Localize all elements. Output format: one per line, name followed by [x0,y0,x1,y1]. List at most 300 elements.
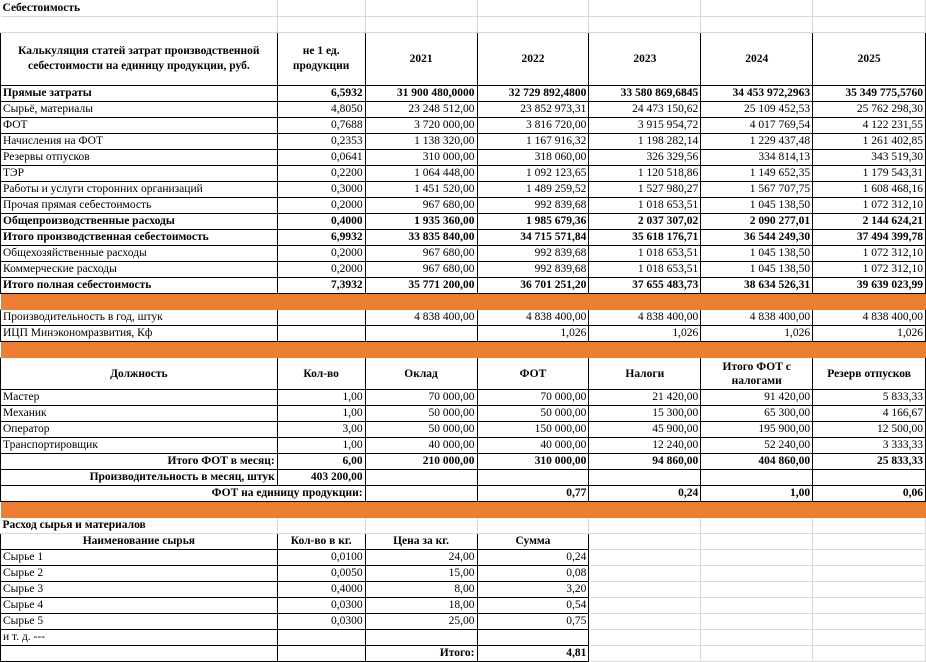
table-row [1,214,926,230]
cost-row-label[interactable]: Общепроизводственные расходы [1,214,278,230]
cost-row-value[interactable]: 1 072 312,10 [813,262,926,278]
cell[interactable] [701,614,813,630]
cell[interactable] [1,294,278,310]
cost-row-value[interactable]: 31 900 480,0000 [365,86,477,102]
productivity-value[interactable]: 4 838 400,00 [701,310,813,326]
cost-row-value[interactable]: 1 261 402,85 [813,134,926,150]
table-row [1,614,926,630]
table-row [1,358,926,390]
cost-row-label[interactable]: ФОТ [1,118,278,134]
cost-row-value[interactable]: 34 453 972,2963 [701,86,813,102]
cell[interactable] [813,342,926,358]
staff-salary[interactable]: 50 000,00 [365,422,477,438]
cost-row-value[interactable]: 38 634 526,31 [701,278,813,294]
cost-row-value[interactable]: 23 248 512,00 [365,102,477,118]
material-price[interactable]: 25,00 [365,614,477,630]
cell[interactable] [365,17,477,33]
staff-reserve[interactable]: 5 833,33 [813,390,926,406]
cost-row-value[interactable]: 1 018 653,51 [589,246,701,262]
cost-row-unit[interactable]: 0,2000 [277,262,365,278]
cost-row-value[interactable]: 1 179 543,31 [813,166,926,182]
staff-fot[interactable]: 150 000,00 [477,422,589,438]
cell[interactable] [589,566,701,582]
cell[interactable] [589,518,701,534]
cost-row-unit[interactable]: 6,9932 [277,230,365,246]
cost-row-value[interactable]: 1 045 138,50 [701,198,813,214]
cell[interactable] [365,486,477,502]
cell[interactable] [1,502,278,518]
table-row [1,486,926,502]
cost-row-value[interactable]: 3 720 000,00 [365,118,477,134]
cell[interactable] [701,550,813,566]
material-name[interactable]: Сырье 3 [1,582,278,598]
staff-total-tax[interactable]: 94 860,00 [589,454,701,470]
material-sum[interactable]: 0,75 [477,614,589,630]
staff-total-total[interactable]: 404 860,00 [701,454,813,470]
cost-row-value[interactable]: 1 608 468,16 [813,182,926,198]
cost-row-value[interactable]: 37 494 399,78 [813,230,926,246]
cell[interactable] [589,17,701,33]
cost-row-value[interactable]: 1 138 320,00 [365,134,477,150]
cell[interactable] [813,598,926,614]
staff-header[interactable]: Итого ФОТ с налогами [701,358,813,390]
staff-total-fot[interactable]: 310 000,00 [477,454,589,470]
cost-row-value[interactable]: 1 489 259,52 [477,182,589,198]
cost-row-value[interactable]: 967 680,00 [365,198,477,214]
material-qty[interactable]: 0,0050 [277,566,365,582]
staff-tax[interactable]: 21 420,00 [589,390,701,406]
staff-total[interactable]: 195 900,00 [701,422,813,438]
cell[interactable] [589,470,701,486]
material-sum[interactable]: 3,20 [477,582,589,598]
cost-row-value[interactable]: 35 618 176,71 [589,230,701,246]
cell[interactable] [277,646,365,662]
cell[interactable] [701,294,813,310]
cost-row-value[interactable]: 2 090 277,01 [701,214,813,230]
cost-row-value[interactable]: 992 839,68 [477,246,589,262]
cost-row-label[interactable]: Прямые затраты [1,86,278,102]
cost-row-value[interactable]: 32 729 892,4800 [477,86,589,102]
cost-row-unit[interactable]: 4,8050 [277,102,365,118]
cost-row-value[interactable]: 343 519,30 [813,150,926,166]
icp-label[interactable]: ИЦП Минэкономразвития, Кф [1,326,278,342]
cell[interactable] [813,470,926,486]
cell[interactable] [589,614,701,630]
staff-role[interactable]: Мастер [1,390,278,406]
material-qty[interactable] [277,630,365,646]
cost-row-value[interactable]: 1 935 360,00 [365,214,477,230]
staff-reserve[interactable]: 3 333,33 [813,438,926,454]
staff-total-salary[interactable]: 210 000,00 [365,454,477,470]
material-qty[interactable]: 0,0300 [277,614,365,630]
material-name[interactable]: Сырье 5 [1,614,278,630]
material-sum[interactable] [477,630,589,646]
cell[interactable] [701,470,813,486]
cell[interactable] [365,0,477,17]
year-header[interactable]: 2025 [813,33,926,86]
year-header[interactable]: 2022 [477,33,589,86]
table-row [1,198,926,214]
cell[interactable] [701,502,813,518]
material-price[interactable] [365,630,477,646]
productivity-value[interactable]: 4 838 400,00 [589,310,701,326]
cell[interactable] [701,566,813,582]
cost-row-label[interactable]: Итого производственная себестоимость [1,230,278,246]
table-row [1,406,926,422]
staff-salary[interactable]: 40 000,00 [365,438,477,454]
productivity-value[interactable]: 4 838 400,00 [813,310,926,326]
table-row [1,134,926,150]
cost-row-value[interactable]: 36 544 249,30 [701,230,813,246]
cost-row-value[interactable]: 25 109 452,53 [701,102,813,118]
cell[interactable] [701,0,813,17]
cost-row-value[interactable]: 3 915 954,72 [589,118,701,134]
cell[interactable] [477,342,589,358]
table-row [1,182,926,198]
cell[interactable] [813,294,926,310]
cell[interactable] [701,534,813,550]
monthly-prod-value[interactable]: 403 200,00 [277,470,365,486]
staff-reserve[interactable]: 12 500,00 [813,422,926,438]
cost-row-value[interactable]: 25 762 298,30 [813,102,926,118]
staff-qty[interactable]: 1,00 [277,390,365,406]
cost-row-value[interactable]: 4 017 769,54 [701,118,813,134]
material-price[interactable]: 8,00 [365,582,477,598]
cost-row-value[interactable]: 967 680,00 [365,246,477,262]
cell[interactable] [365,294,477,310]
cell[interactable] [813,17,926,33]
cell[interactable] [365,470,477,486]
cost-row-label[interactable]: Резервы отпусков [1,150,278,166]
cell[interactable] [813,646,926,662]
materials-total-sum[interactable]: 4,81 [477,646,589,662]
table-row [1,582,926,598]
materials-title[interactable]: Расход сырья и материалов [1,518,278,534]
table-row [1,422,926,438]
staff-qty[interactable]: 3,00 [277,422,365,438]
cost-row-value[interactable]: 1 985 679,36 [477,214,589,230]
cost-row-value[interactable]: 1 072 312,10 [813,246,926,262]
cost-row-value[interactable]: 3 816 720,00 [477,118,589,134]
cell[interactable] [701,342,813,358]
cell[interactable] [701,630,813,646]
cell[interactable] [477,294,589,310]
cost-row-value[interactable]: 2 144 624,21 [813,214,926,230]
cost-row-value[interactable]: 35 771 200,00 [365,278,477,294]
cost-row-label[interactable]: Итого полная себестоимость [1,278,278,294]
cost-row-value[interactable]: 24 473 150,62 [589,102,701,118]
material-price[interactable]: 18,00 [365,598,477,614]
icp-value[interactable]: 1,026 [701,326,813,342]
cost-row-value[interactable]: 326 329,56 [589,150,701,166]
cell[interactable] [589,598,701,614]
cell[interactable] [477,502,589,518]
cell[interactable] [277,17,365,33]
table-row [1,294,926,310]
cell[interactable] [813,614,926,630]
cell[interactable] [589,582,701,598]
table-row [1,278,926,294]
cell[interactable] [277,502,365,518]
icp-value[interactable]: 1,026 [477,326,589,342]
cost-row-label[interactable]: Сырьё, материалы [1,102,278,118]
table-row [1,390,926,406]
table-row [1,246,926,262]
material-sum[interactable]: 0,54 [477,598,589,614]
cell[interactable] [701,598,813,614]
productivity-label[interactable]: Производительность в год, штук [1,310,278,326]
icp-value[interactable]: 1,026 [589,326,701,342]
cell[interactable] [365,518,477,534]
staff-total-qty[interactable]: 6,00 [277,454,365,470]
staff-reserve[interactable]: 4 166,67 [813,406,926,422]
staff-header[interactable]: Налоги [589,358,701,390]
table-row [1,102,926,118]
cell[interactable] [813,566,926,582]
table-row [1,534,926,550]
table-row [1,518,926,534]
productivity-value[interactable]: 4 838 400,00 [365,310,477,326]
staff-header[interactable]: Должность [1,358,278,390]
cell[interactable] [277,0,365,17]
material-qty[interactable]: 0,0100 [277,550,365,566]
cost-row-unit[interactable]: 0,0641 [277,150,365,166]
table-row [1,118,926,134]
cost-row-value[interactable]: 318 060,00 [477,150,589,166]
cell[interactable] [813,0,926,17]
cost-row-value[interactable]: 967 680,00 [365,262,477,278]
cost-row-value[interactable]: 1 120 518,86 [589,166,701,182]
materials-header[interactable]: Наименование сырья [1,534,278,550]
cost-row-unit[interactable]: 0,2353 [277,134,365,150]
staff-total-label[interactable]: Итого ФОТ в месяц: [1,454,278,470]
cost-row-unit[interactable]: 0,7688 [277,118,365,134]
cost-row-unit[interactable]: 6,5932 [277,86,365,102]
cell[interactable] [813,534,926,550]
cost-row-value[interactable]: 1 167 916,32 [477,134,589,150]
cost-row-value[interactable]: 1 149 652,35 [701,166,813,182]
cell[interactable] [365,502,477,518]
cost-row-label[interactable]: Начисления на ФОТ [1,134,278,150]
cost-row-value[interactable]: 334 814,13 [701,150,813,166]
cost-row-unit[interactable]: 0,2000 [277,198,365,214]
cell[interactable] [277,518,365,534]
cost-row-value[interactable]: 34 715 571,84 [477,230,589,246]
cell[interactable] [277,342,365,358]
material-price[interactable]: 15,00 [365,566,477,582]
cell[interactable] [589,534,701,550]
cost-row-value[interactable]: 39 639 023,99 [813,278,926,294]
cost-row-unit[interactable]: 0,2000 [277,246,365,262]
cost-row-value[interactable]: 992 839,68 [477,262,589,278]
staff-fot[interactable]: 40 000,00 [477,438,589,454]
cell[interactable] [277,294,365,310]
table-row [1,454,926,470]
cell[interactable] [701,582,813,598]
cost-row-label[interactable]: ТЭР [1,166,278,182]
cost-row-value[interactable]: 1 451 520,00 [365,182,477,198]
table-row [1,166,926,182]
staff-salary[interactable]: 50 000,00 [365,406,477,422]
cost-row-value[interactable]: 33 580 869,6845 [589,86,701,102]
table-row [1,342,926,358]
staff-total-reserve[interactable]: 25 833,33 [813,454,926,470]
cell[interactable] [477,518,589,534]
table-row [1,550,926,566]
year-header[interactable]: 2024 [701,33,813,86]
staff-role[interactable]: Транспортировщик [1,438,278,454]
cost-row-label[interactable]: Общехозяйственные расходы [1,246,278,262]
year-header[interactable]: 2023 [589,33,701,86]
cell[interactable] [701,646,813,662]
material-sum[interactable]: 0,24 [477,550,589,566]
table-row [1,630,926,646]
material-sum[interactable]: 0,08 [477,566,589,582]
cell[interactable] [589,630,701,646]
icp-value[interactable] [365,326,477,342]
material-qty[interactable]: 0,0300 [277,598,365,614]
cost-row-value[interactable]: 37 655 483,73 [589,278,701,294]
cost-header-unit[interactable]: не 1 ед. продукции [277,33,365,86]
cell[interactable] [589,502,701,518]
cost-row-value[interactable]: 1 092 123,65 [477,166,589,182]
cost-row-value[interactable]: 1 527 980,27 [589,182,701,198]
cell[interactable] [1,646,278,662]
staff-header[interactable]: Кол-во [277,358,365,390]
cost-row-label[interactable]: Прочая прямая себестоимость [1,198,278,214]
cell[interactable] [701,17,813,33]
cost-row-value[interactable]: 33 835 840,00 [365,230,477,246]
cost-row-unit[interactable]: 0,3000 [277,182,365,198]
staff-salary[interactable]: 70 000,00 [365,390,477,406]
cell[interactable] [477,0,589,17]
fot-per-unit-reserve[interactable]: 0,06 [813,486,926,502]
productivity-value[interactable]: 4 838 400,00 [477,310,589,326]
cell[interactable] [477,17,589,33]
material-name[interactable]: и т. д. --- [1,630,278,646]
cost-row-value[interactable]: 1 072 312,10 [813,198,926,214]
monthly-prod-label[interactable]: Производительность в месяц, штук [1,470,278,486]
cell[interactable] [589,294,701,310]
staff-total[interactable]: 52 240,00 [701,438,813,454]
table-row [1,646,926,662]
cell[interactable] [277,310,365,326]
cost-row-unit[interactable]: 0,4000 [277,214,365,230]
cell[interactable] [813,502,926,518]
cell[interactable] [589,0,701,17]
fot-per-unit-tax[interactable]: 0,24 [589,486,701,502]
table-row [1,326,926,342]
cost-header-label[interactable]: Калькуляция статей затрат производственной себестоимости на единицу продукции, руб. [1,33,278,86]
cell[interactable] [589,646,701,662]
cost-row-value[interactable]: 23 852 973,31 [477,102,589,118]
table-row [1,150,926,166]
material-price[interactable]: 24,00 [365,550,477,566]
staff-qty[interactable]: 1,00 [277,438,365,454]
material-name[interactable]: Сырье 2 [1,566,278,582]
cell[interactable] [701,518,813,534]
materials-header[interactable]: Кол-во в кг. [277,534,365,550]
cell[interactable] [589,342,701,358]
table-row [1,470,926,486]
table-row [1,310,926,326]
table-row [1,230,926,246]
cost-row-value[interactable]: 1 045 138,50 [701,246,813,262]
year-header[interactable]: 2021 [365,33,477,86]
staff-role[interactable]: Механик [1,406,278,422]
staff-header[interactable]: ФОТ [477,358,589,390]
fot-per-unit-fot[interactable]: 0,77 [477,486,589,502]
staff-header[interactable]: Резерв отпусков [813,358,926,390]
cost-row-unit[interactable]: 7,3932 [277,278,365,294]
staff-tax[interactable]: 12 240,00 [589,438,701,454]
table-row [1,262,926,278]
cell[interactable] [1,17,278,33]
cost-row-value[interactable]: 35 349 775,5760 [813,86,926,102]
cost-row-value[interactable]: 1 018 653,51 [589,198,701,214]
icp-value[interactable]: 1,026 [813,326,926,342]
cell[interactable] [813,582,926,598]
cost-row-value[interactable]: 4 122 231,55 [813,118,926,134]
staff-total[interactable]: 91 420,00 [701,390,813,406]
cell[interactable] [277,326,365,342]
cost-row-value[interactable]: 1 045 138,50 [701,262,813,278]
material-name[interactable]: Сырье 4 [1,598,278,614]
table-row [1,598,926,614]
staff-qty[interactable]: 1,00 [277,406,365,422]
cell[interactable] [813,630,926,646]
cell[interactable] [813,518,926,534]
staff-fot[interactable]: 50 000,00 [477,406,589,422]
staff-fot[interactable]: 70 000,00 [477,390,589,406]
cost-row-value[interactable]: 1 229 437,48 [701,134,813,150]
cost-row-label[interactable]: Коммерческие расходы [1,262,278,278]
cost-row-value[interactable]: 1 198 282,14 [589,134,701,150]
cost-row-unit[interactable]: 0,2200 [277,166,365,182]
cost-row-value[interactable]: 310 000,00 [365,150,477,166]
table-row [1,502,926,518]
cost-row-value[interactable]: 1 064 448,00 [365,166,477,182]
material-name[interactable]: Сырье 1 [1,550,278,566]
cost-row-value[interactable]: 1 567 707,75 [701,182,813,198]
materials-header[interactable]: Сумма [477,534,589,550]
cost-row-value[interactable]: 992 839,68 [477,198,589,214]
cell[interactable] [365,342,477,358]
cost-row-value[interactable]: 2 037 307,02 [589,214,701,230]
staff-tax[interactable]: 15 300,00 [589,406,701,422]
cell[interactable] [589,550,701,566]
table-row [1,566,926,582]
staff-role[interactable]: Оператор [1,422,278,438]
table-row [1,438,926,454]
cost-row-value[interactable]: 36 701 251,20 [477,278,589,294]
cell[interactable] [1,342,278,358]
staff-header[interactable]: Оклад [365,358,477,390]
material-qty[interactable]: 0,4000 [277,582,365,598]
sheet-title[interactable]: Себестоимость [1,0,278,17]
staff-tax[interactable]: 45 900,00 [589,422,701,438]
cell[interactable] [477,470,589,486]
table-row [1,86,926,102]
materials-header[interactable]: Цена за кг. [365,534,477,550]
cell[interactable] [813,550,926,566]
materials-total-label[interactable]: Итого: [365,646,477,662]
cost-row-label[interactable]: Работы и услуги сторонних организаций [1,182,278,198]
cost-row-value[interactable]: 1 018 653,51 [589,262,701,278]
fot-per-unit-total[interactable]: 1,00 [701,486,813,502]
staff-total[interactable]: 65 300,00 [701,406,813,422]
fot-per-unit-label[interactable]: ФОТ на единицу продукции: [1,486,366,502]
